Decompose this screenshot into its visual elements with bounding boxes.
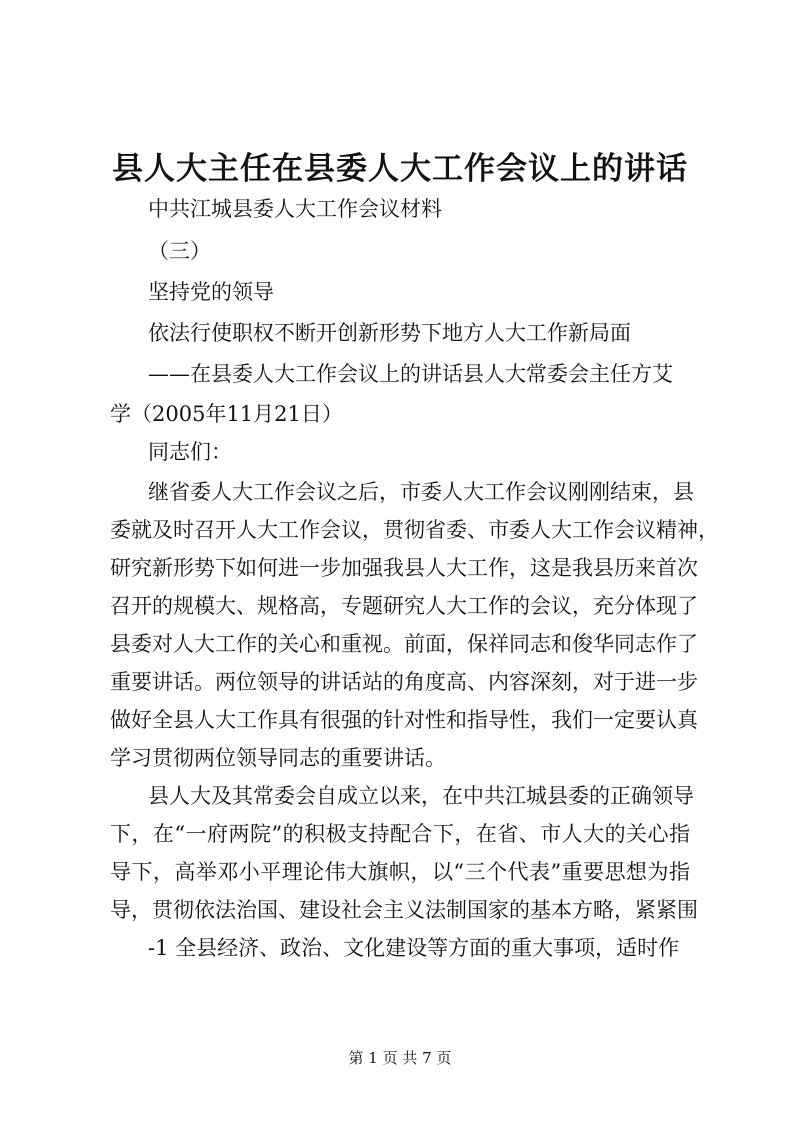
section-number: （三） xyxy=(148,239,211,263)
speaker-line: ——在县委人大工作会议上的讲话县人大常委会主任方艾 xyxy=(148,362,673,386)
paragraph-1-line-1: 继省委人大工作会议之后，市委人大工作会议刚刚结束，县 xyxy=(148,480,694,504)
paragraph-2-line-3: 导下，高举邓小平理论伟大旗帜，以“三个代表”重要思想为指 xyxy=(110,860,690,884)
paragraph-2-line-1: 县人大及其常委会自成立以来，在中共江城县委的正确领导 xyxy=(148,784,694,808)
paragraph-1-line-4: 召开的规模大、规格高，专题研究人大工作的会议，充分体现了 xyxy=(110,594,698,618)
speaker-date-line: 学（2005年11月21日） xyxy=(110,402,343,426)
page-number-footer: 第 1 页 共 7 页 xyxy=(348,1049,452,1067)
paragraph-2-line-5: -1 全县经济、政治、文化建设等方面的重大事项，适时作 xyxy=(148,936,680,960)
heading-main-theme: 依法行使职权不断开创新形势下地方人大工作新局面 xyxy=(148,321,631,345)
document-title: 县人大主任在县委人大工作会议上的讲话 xyxy=(112,151,688,187)
paragraph-1-line-8: 学习贯彻两位领导同志的重要讲话。 xyxy=(110,746,446,770)
heading-party-leadership: 坚持党的领导 xyxy=(148,280,274,304)
paragraph-2-line-2: 下，在“一府两院”的积极支持配合下，在省、市人大的关心指 xyxy=(110,822,690,846)
paragraph-1-line-2: 委就及时召开人大工作会议，贯彻省委、市委人大工作会议精神， xyxy=(110,518,719,542)
paragraph-1-line-5: 县委对人大工作的关心和重视。前面，保祥同志和俊华同志作了 xyxy=(110,632,698,656)
salutation: 同志们： xyxy=(148,440,232,464)
paragraph-2-line-4: 导，贯彻依法治国、建设社会主义法制国家的基本方略，紧紧围 xyxy=(110,898,698,922)
paragraph-1-line-6: 重要讲话。两位领导的讲话站的角度高、内容深刻，对于进一步 xyxy=(110,670,698,694)
subtitle-material: 中共江城县委人大工作会议材料 xyxy=(148,197,442,221)
paragraph-1-line-7: 做好全县人大工作具有很强的针对性和指导性，我们一定要认真 xyxy=(110,708,698,732)
paragraph-1-line-3: 研究新形势下如何进一步加强我县人大工作，这是我县历来首次 xyxy=(110,556,698,580)
